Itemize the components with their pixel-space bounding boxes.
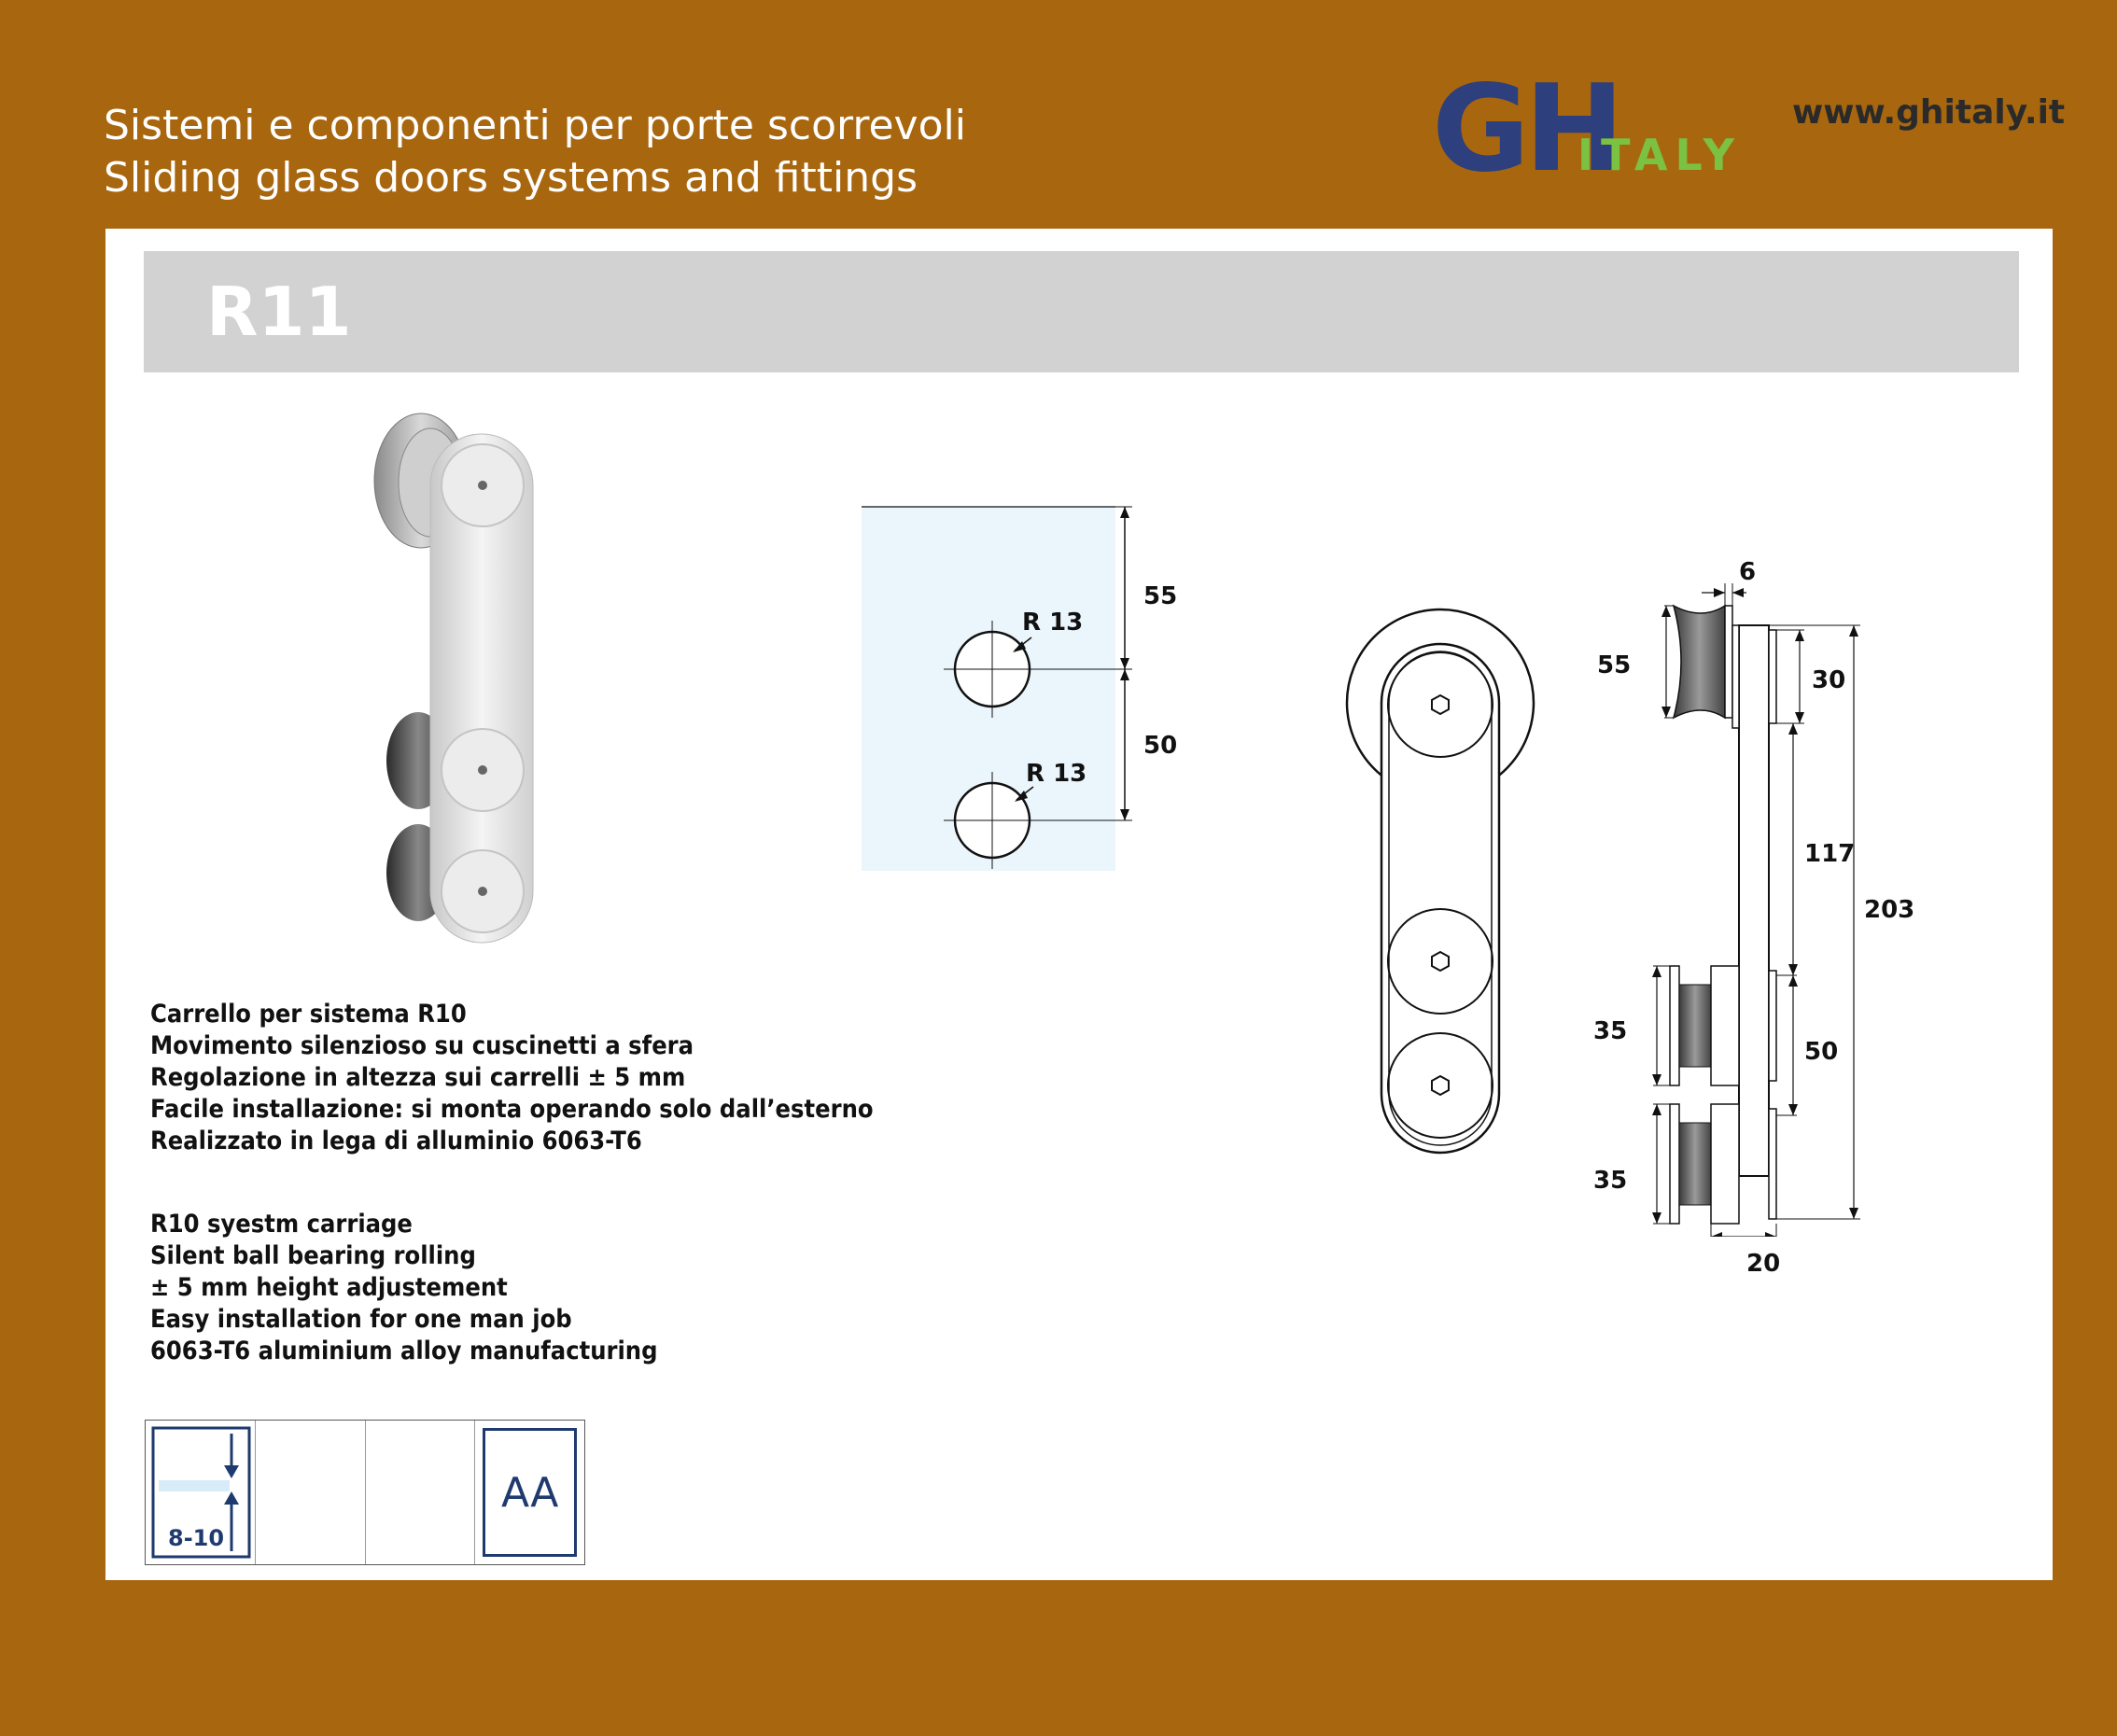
desc-it-line: Regolazione in altezza sui carrelli ± 5 mm bbox=[150, 1063, 686, 1092]
desc-it-line: Realizzato in lega di alluminio 6063-T6 bbox=[150, 1127, 642, 1155]
desc-it-line: Facile installazione: si monta operando solo dall’esterno bbox=[150, 1095, 874, 1124]
side-plate bbox=[1739, 625, 1769, 1176]
dim-middle: 117 bbox=[1804, 840, 1856, 868]
side-top-wheel bbox=[1674, 606, 1725, 718]
desc-en-line: Silent ball bearing rolling bbox=[150, 1241, 476, 1270]
dim-gap: 6 bbox=[1739, 558, 1757, 586]
gh-italy-logo bbox=[1428, 56, 1783, 187]
finish-cell bbox=[475, 1421, 584, 1564]
screw-top bbox=[478, 481, 487, 490]
side-roller-2 bbox=[1679, 1123, 1711, 1205]
website-url[interactable]: www.ghitaly.it bbox=[1792, 93, 2066, 132]
glass-hole-drawing bbox=[862, 499, 1254, 891]
desc-it-line: Carrello per sistema R10 bbox=[150, 1000, 467, 1029]
empty-feature-cell bbox=[256, 1421, 366, 1564]
side-view-drawing bbox=[1580, 546, 2047, 1237]
dim-top-plate: 30 bbox=[1812, 666, 1846, 694]
desc-en-line: Easy installation for one man job bbox=[150, 1305, 572, 1334]
glass-thickness-label: 8-10 bbox=[168, 1525, 225, 1551]
description-english bbox=[150, 1209, 658, 1367]
dim-roller-spacing: 50 bbox=[1804, 1038, 1839, 1066]
screw-middle bbox=[478, 765, 487, 775]
dim-between: 50 bbox=[1143, 732, 1178, 760]
dim-wheel-height: 55 bbox=[1597, 651, 1632, 679]
title-bar bbox=[144, 251, 2019, 372]
front-view-drawing bbox=[1338, 602, 1543, 1181]
product-model: R11 bbox=[206, 273, 352, 351]
glass-thickness-cell bbox=[146, 1421, 256, 1564]
desc-en-line: ± 5 mm height adjustement bbox=[150, 1273, 508, 1302]
dim-roller-1: 35 bbox=[1593, 1017, 1628, 1045]
hole-1-radius: R 13 bbox=[1022, 609, 1084, 637]
desc-en-line: R10 syestm carriage bbox=[150, 1210, 413, 1239]
empty-feature-cell bbox=[366, 1421, 476, 1564]
glass-thickness-icon bbox=[146, 1421, 255, 1564]
product-sheet bbox=[105, 229, 2053, 1580]
dim-roller-2: 35 bbox=[1593, 1167, 1628, 1195]
product-image bbox=[367, 406, 666, 966]
logo-sub-text: ITALY bbox=[1577, 130, 1742, 180]
side-roller-1 bbox=[1679, 985, 1711, 1067]
logo-main-text: GH bbox=[1432, 60, 1619, 187]
description-italian bbox=[150, 999, 874, 1157]
dim-total: 203 bbox=[1864, 896, 1915, 924]
header-line-english: Sliding glass doors systems and fittings bbox=[104, 154, 918, 202]
hole-2-radius: R 13 bbox=[1026, 760, 1087, 788]
desc-it-line: Movimento silenzioso su cuscinetti a sfera bbox=[150, 1031, 694, 1060]
screw-bottom bbox=[478, 887, 487, 896]
dim-top: 55 bbox=[1143, 582, 1178, 610]
dim-width: 20 bbox=[1746, 1250, 1781, 1278]
header-line-italian: Sistemi e componenti per porte scorrevoli bbox=[104, 102, 966, 149]
feature-icons-table bbox=[145, 1420, 585, 1565]
desc-en-line: 6063-T6 aluminium alloy manufacturing bbox=[150, 1337, 658, 1365]
finish-code-badge: AA bbox=[483, 1428, 577, 1557]
